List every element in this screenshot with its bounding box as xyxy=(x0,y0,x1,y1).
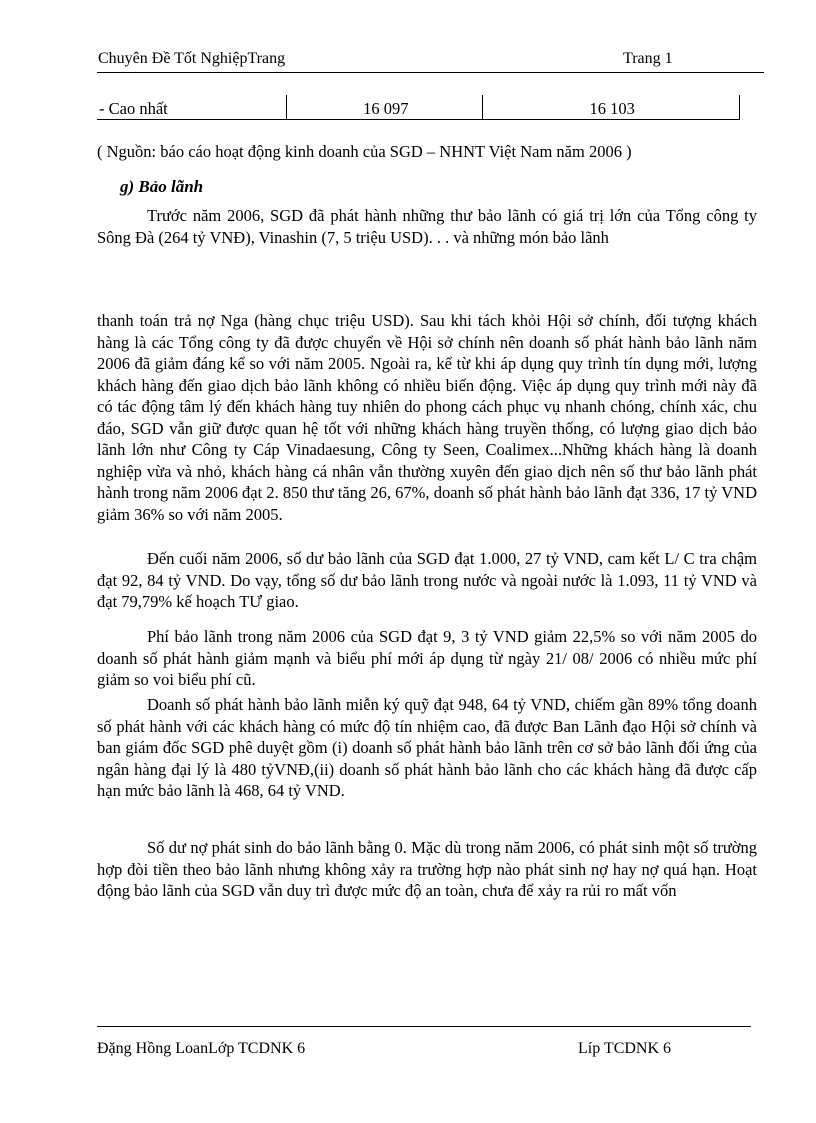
section-heading: g) Bảo lãnh xyxy=(120,177,204,196)
table-cell-value-2: 16 103 xyxy=(483,95,740,120)
paragraph-guarantee-balance: Đến cuối năm 2006, số dư bảo lãnh của SGD đạt 1.000, 27 tỷ VND, cam kết L/ C tra chậm đạt 92, 84 tỷ VND. Do vạy, tổng số dư bảo lãnh trong nước và ngoài nước là 1.093, 11 tỷ VND và đạt 79,79% kế hoạch TƯ giao. xyxy=(97,549,757,611)
paragraph-debt-balance: Số dư nợ phát sinh do bảo lãnh bằng 0. Mặc dù trong năm 2006, có phát sinh một số trường hợp đòi tiền theo bảo lãnh nhưng không xảy ra trường hợp nào phát sinh nợ hay nợ quá hạn. Hoạt động bảo lãnh của SGD vẫn duy trì được mức độ an toàn, chưa để xảy ra rủi ro mất vốn xyxy=(97,838,757,900)
paragraph-issuance-volume: Doanh số phát hành bảo lãnh miễn ký quỹ đạt 948, 64 tỷ VND, chiếm gần 89% tổng doanh số phát hành với các khách hàng có mức độ tín nhiệm cao, đã được Ban Lãnh đạo Hội sở chính và ban giám đốc SGD phê duyệt gồm (i) doanh số phát hành bảo lãnh trên cơ sở bảo lãnh đối ứng của ngân hàng đại lý là 480 tỷVNĐ,(ii) doanh số phát hành bảo lãnh cho các khách hàng đã được cấp hạn mức bảo lãnh là 468, 64 tỷ VND. xyxy=(97,695,757,800)
data-table xyxy=(97,95,740,120)
table-cell-label: - Cao nhất xyxy=(97,95,287,120)
source-note: ( Nguồn: báo cáo hoạt động kinh doanh của SGD – NHNT Việt Nam năm 2006 ) xyxy=(97,142,632,161)
footer-author: Đặng Hồng LoanLớp TCDNK 6 xyxy=(97,1040,306,1057)
header-page-number: Trang 1 xyxy=(623,50,673,67)
paragraph-intro: Trước năm 2006, SGD đã phát hành những thư bảo lãnh có giá trị lớn của Tổng công ty Sông Đà (264 tỷ VNĐ), Vinashin (7, 5 triệu USD). . . và những món bảo lãnh xyxy=(97,206,757,247)
footer-class: Líp TCDNK 6 xyxy=(578,1040,672,1057)
paragraph-guarantee-fee: Phí bảo lãnh trong năm 2006 của SGD đạt 9, 3 tỷ VND giảm 22,5% so với năm 2005 do doanh số phát hành giảm mạnh và biểu phí mới áp dụng từ ngày 21/ 08/ 2006 có nhiều mức phí giảm so voi biểu phí cũ. xyxy=(97,627,757,689)
table-row xyxy=(97,95,740,120)
page-header xyxy=(97,50,764,73)
table-cell-value-1: 16 097 xyxy=(287,95,483,120)
paragraph-continuation: thanh toán trả nợ Nga (hàng chục triệu USD). Sau khi tách khỏi Hội sở chính, đối tượng khách hàng là các Tổng công ty đã được chuyển về Hội sở chính nên doanh số phát hành bảo lãnh năm 2006 đã giảm đáng kể so với năm 2005. Ngoài ra, kể từ khi áp dụng quy trình tín dụng mới, lượng khách hàng đến giao dịch bảo lãnh không có nhiều biến động. Việc áp dụng quy trình mới này đã có tác động tâm lý đến khách hàng tuy nhiên do phong cách phục vụ nhanh chóng, chính xác, chu đáo, SGD vẫn giữ được quan hệ tốt với những khách hàng truyền thống, có lượng giao dịch bảo lãnh lớn như Công ty Cáp Vinadaesung, Công ty Seen, Coalimex...Những khách hàng là doanh nghiệp vừa và nhỏ, khách hàng cá nhân vẫn thường xuyên đến giao dịch nên số thư bảo lãnh phát hành trong năm 2006 đạt 2. 850 thư tăng 26, 67%, doanh số phát hành bảo lãnh đạt 336, 17 tỷ VND giảm 36% so với năm 2005. xyxy=(97,311,757,524)
footer-divider xyxy=(97,1026,751,1027)
header-title: Chuyên Đề Tốt NghiệpTrang xyxy=(98,50,286,67)
